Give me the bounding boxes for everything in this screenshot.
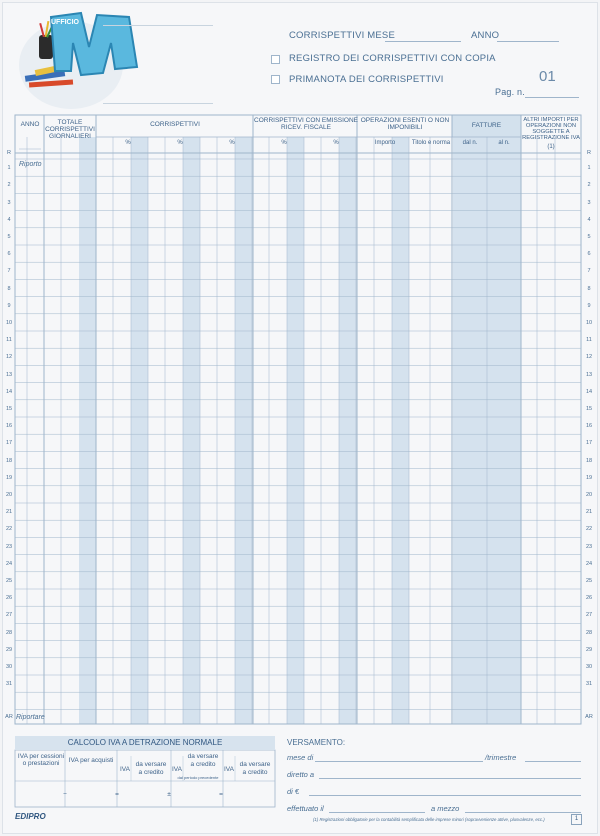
row-label: 8 [7,285,11,292]
a-credito-2: a credito [190,761,216,768]
row-label: 29 [5,646,13,653]
anno-label: ANNO [471,30,500,41]
row-label: 2 [7,182,11,189]
effettuato-field[interactable] [329,812,425,813]
row-label: 1 [587,165,591,172]
row-label: 26 [5,595,13,602]
row-label: 15 [585,406,593,412]
row-label: 3 [7,199,11,206]
mese-di-field[interactable] [315,761,483,762]
row-label: 18 [5,457,13,464]
shaded-column [131,137,148,724]
iva-label-3: IVA [224,766,234,773]
diretto-label: diretto a [287,770,315,779]
riporto-label: Riporto [19,161,42,168]
row-label: 25 [585,578,593,584]
row-label: 7 [7,268,11,275]
row-label: 16 [585,423,593,430]
row-label: 29 [585,646,593,653]
col-corrispettivi: CORRISPETTIVI [150,121,200,128]
eq-sign-1: = [115,791,119,798]
row-label: 5 [7,234,11,240]
row-label: 2 [587,182,591,189]
dal-periodo: dal periodo precedente [177,775,219,780]
riportare-label: Riportare [16,714,45,721]
row-label: 13 [5,371,13,378]
row-label: 6 [7,251,11,258]
mese-di-label: mese di [287,753,314,762]
form-page [2,2,598,834]
pct-5: % [333,140,339,146]
logo-text: UFFICIO [51,19,79,26]
a-mezzo-field[interactable] [465,812,581,813]
row-label: 6 [587,251,591,258]
row-label: 24 [5,560,13,567]
al-header: al n. [498,140,510,146]
row-label: 31 [585,681,593,688]
shaded-column [183,137,200,724]
shaded-column [287,137,304,724]
row-label: 24 [585,560,593,567]
row-label: 18 [585,457,593,464]
row-label: 4 [587,216,591,223]
row-label: 9 [587,302,591,309]
row-label: 4 [7,216,11,223]
row-label: 30 [585,664,593,670]
row-label: 20 [585,492,593,498]
iva-acquisti: IVA per acquisti [68,757,114,764]
row-label: 17 [585,440,593,447]
row-label: 28 [585,629,593,636]
row-label: 11 [6,337,12,344]
pct-1: % [125,140,131,146]
row-label: 11 [586,337,592,344]
da-versare-3: da versare [239,761,271,768]
row-label: 26 [585,595,593,602]
page-number: 01 [539,68,556,85]
diretto-field[interactable] [319,778,581,779]
iva-cessioni: IVA per cessioni o prestazioni [17,753,65,767]
a-credito-3: a credito [242,769,268,776]
row-label: 27 [585,612,593,619]
row-label: 9 [7,302,11,309]
row-label: 23 [585,543,593,550]
row-label: 7 [587,268,591,275]
da-versare-2: da versare [187,753,219,760]
registro-label: REGISTRO DEI CORRISPETTIVI CON COPIA [289,53,496,64]
dal-header: dal n. [462,140,478,146]
col-corr-emissione: CORRISPETTIVI CON EMISSIONE RICEV. FISCALE [254,117,359,131]
di-field[interactable] [309,795,581,796]
col-totale: TOTALE CORRISPETTIVI GIORNALIERI [45,119,95,140]
col-altri: ALTRI IMPORTI PER OPERAZIONI NON SOGGETTE A REGISTRAZIONE IVA [522,117,580,141]
row-label: 14 [5,388,13,395]
shaded-column [339,137,356,724]
plus-minus-sign: ± [167,791,171,798]
row-label: 8 [587,285,591,292]
di-label: di € [287,787,300,796]
row-label: 20 [5,492,13,498]
footer-note: (1) Registrazioni obbligatorie per la contabilità semplificata delle imprese minori (sopravvenienze attive, plusvalenze, ecc.) [313,817,545,822]
row-label: 22 [5,526,13,533]
row-label: 25 [5,578,13,584]
row-label: 21 [585,509,593,516]
row-label: 30 [5,664,13,670]
row-label: 14 [585,388,593,395]
row-label: 12 [585,354,593,361]
minus-sign: − [63,791,67,798]
pct-3: % [229,140,235,146]
primanota-label: PRIMANOTA DEI CORRISPETTIVI [289,74,444,85]
mese-label: CORRISPETTIVI MESE [289,30,396,41]
shaded-column [392,137,409,724]
pct-4: % [281,140,287,146]
row-label: 17 [5,440,13,447]
footer-page: 1 [571,814,582,825]
iva-label-1: IVA [120,766,130,773]
row-label-r: R [587,150,591,156]
col-anno: ANNO [20,121,40,128]
pag-label: Pag. n. [495,87,525,97]
shaded-column [487,137,521,724]
col-altri-note: (1) [547,144,555,150]
versamento-title: VERSAMENTO: [287,738,346,747]
calcolo-title: CALCOLO IVA A DETRAZIONE NORMALE [15,736,275,750]
row-label: 13 [585,371,593,378]
da-versare-1: da versare [135,761,167,768]
shaded-column [453,137,487,724]
row-label: 22 [585,526,593,533]
row-label: 27 [5,612,13,619]
row-label: 31 [5,681,13,688]
col-fatture: FATTURE [471,122,502,129]
row-label: 3 [587,199,591,206]
row-label: 10 [5,320,13,326]
row-label: 19 [5,474,13,481]
row-label: 23 [5,543,13,550]
trimestre-field[interactable] [525,761,581,762]
row-label-ar: AR [5,714,13,720]
row-label: 15 [5,406,13,412]
row-label: 5 [587,234,591,240]
row-label: 16 [5,423,13,430]
titolo-header: Titolo e norma [411,140,451,146]
row-label-r: R [7,150,11,156]
shaded-column [79,137,96,724]
row-label-ar: AR [585,714,593,720]
row-label: 28 [5,629,13,636]
col-operazioni: OPERAZIONI ESENTI O NON IMPONIBILI [360,117,450,131]
a-mezzo-label: a mezzo [431,804,460,813]
edipro-logo: EDIPRO [15,812,46,821]
row-label: 21 [5,509,13,516]
effettuato-label: effettuato il [287,804,324,813]
shaded-column [235,137,252,724]
row-label: 10 [585,320,593,326]
eq-sign-2: = [219,791,223,798]
iva-label-2: IVA [172,766,182,773]
row-label: 1 [7,165,11,172]
row-label: 19 [585,474,593,481]
importo-header: Importo [374,140,396,146]
trimestre-label: /trimestre [485,753,517,762]
pct-2: % [177,140,183,146]
a-credito-1: a credito [138,769,164,776]
row-label: 12 [5,354,13,361]
